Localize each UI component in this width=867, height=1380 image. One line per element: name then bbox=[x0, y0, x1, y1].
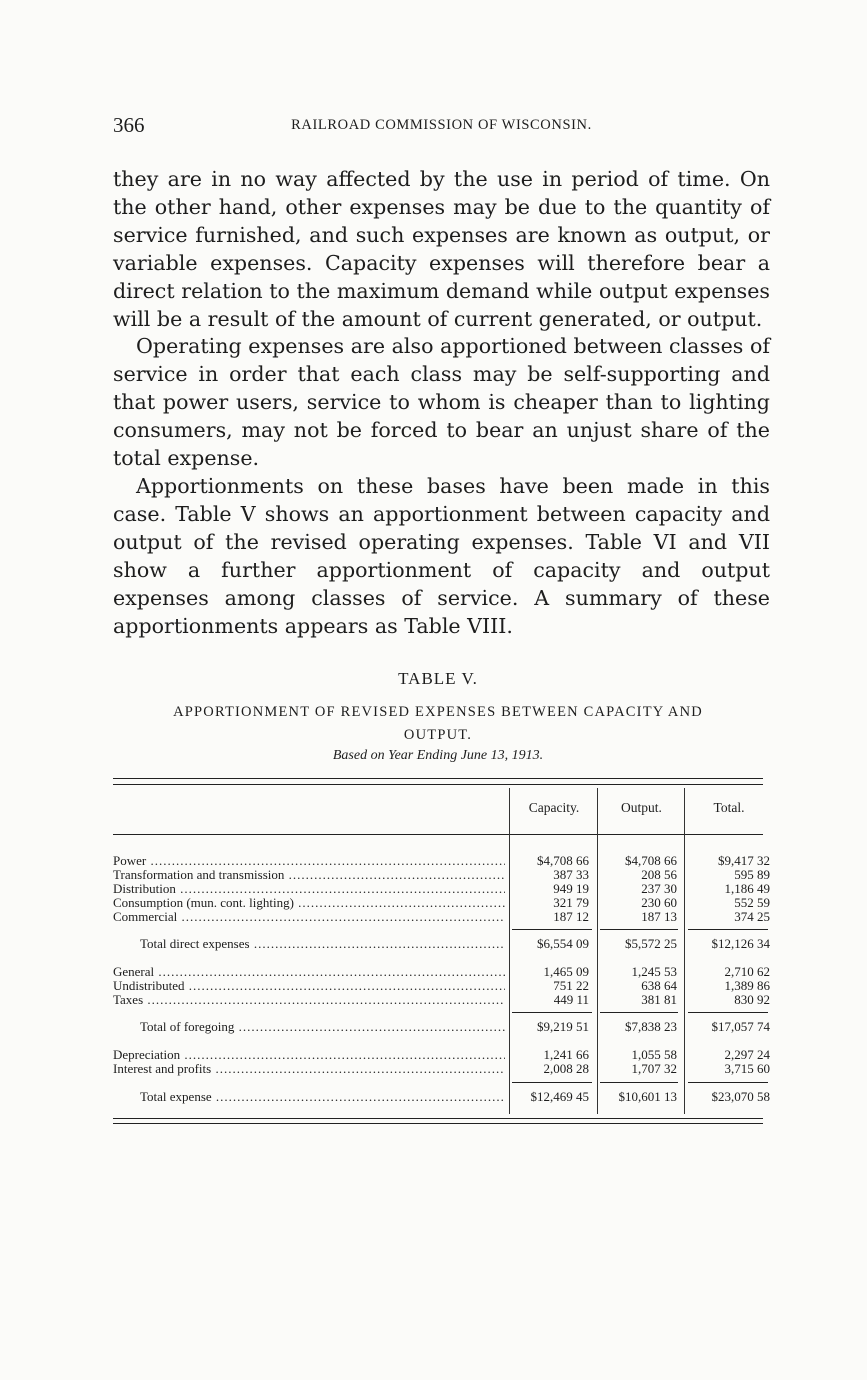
table-top-rule bbox=[113, 784, 763, 785]
table-caption-line: OUTPUT. bbox=[403, 727, 473, 743]
table-row bbox=[0, 979, 867, 993]
table-row bbox=[0, 868, 867, 882]
header-rule bbox=[113, 834, 763, 835]
running-head: RAILROAD COMMISSION OF WISCONSIN. bbox=[291, 117, 592, 133]
output-value: 1,055 58 bbox=[631, 1047, 677, 1062]
table-row bbox=[0, 937, 867, 951]
subtotal-rule bbox=[512, 1012, 592, 1013]
paragraph: Apportionments on these bases have been made in this case. Table V shows an apportionment between capacity and output of the revised operating expenses. Table VI and VII show a further apportionment of capacity and output expenses among classes of service. A summary of these apportionments appears as Table VIII. bbox=[113, 473, 770, 638]
column-header-capacity: Capacity. bbox=[528, 800, 580, 815]
capacity-value: 1,465 09 bbox=[543, 964, 589, 979]
table-bottom-rule bbox=[113, 1118, 763, 1119]
total-value: 1,186 49 bbox=[724, 881, 770, 896]
capacity-value: 949 19 bbox=[553, 881, 589, 896]
total-value: 3,715 60 bbox=[724, 1061, 770, 1076]
capacity-value: 449 11 bbox=[553, 992, 589, 1007]
capacity-value: $4,708 66 bbox=[537, 853, 589, 868]
subtotal-rule bbox=[512, 1082, 592, 1083]
output-value: 187 13 bbox=[641, 909, 677, 924]
page-number: 366 bbox=[113, 113, 145, 137]
output-value: 638 64 bbox=[641, 978, 677, 993]
paragraph: Operating expenses are also apportioned between classes of service in order that each class may be self-supporting and that power users, service to whom is cheaper than to lighting consumers, may not be forced to bear an unjust share of the total expense. bbox=[113, 334, 770, 471]
row-label: Depreciation ..... bbox=[113, 1048, 505, 1062]
row-label: Transformation and transmission ..... bbox=[113, 868, 505, 882]
subtotal-rule bbox=[600, 1082, 678, 1083]
row-label: Taxes ..... bbox=[113, 993, 505, 1007]
row-label: Interest and profits ..... bbox=[113, 1062, 505, 1076]
subtotal-rule bbox=[600, 929, 678, 930]
output-value: $7,838 23 bbox=[625, 1019, 677, 1034]
total-value: 830 92 bbox=[734, 992, 770, 1007]
total-value: 2,297 24 bbox=[724, 1047, 770, 1062]
row-label: Commercial ..... bbox=[113, 910, 505, 924]
capacity-value: $9,219 51 bbox=[537, 1019, 589, 1034]
row-label: Undistributed ..... bbox=[113, 979, 505, 993]
body-text bbox=[113, 166, 770, 640]
row-label: Power ..... bbox=[113, 854, 505, 868]
row-label: Total direct expenses ..... bbox=[140, 937, 505, 951]
total-value: $23,070 58 bbox=[711, 1089, 770, 1104]
table-top-rule bbox=[113, 778, 763, 779]
capacity-value: 2,008 28 bbox=[543, 1061, 589, 1076]
total-value: 595 89 bbox=[734, 867, 770, 882]
output-value: 230 60 bbox=[641, 895, 677, 910]
subtotal-rule bbox=[512, 929, 592, 930]
paragraph: they are in no way affected by the use in period of time. On the other hand, other expenses may be due to the quantity of service furnished, and such expenses are known as output, or variable expenses. Capacity expenses will therefore bear a direct relation to the maximum demand while output expenses will be a result of the amount of current generated, or output. bbox=[113, 167, 770, 331]
total-value: 552 59 bbox=[734, 895, 770, 910]
output-value: $4,708 66 bbox=[625, 853, 677, 868]
capacity-value: 321 79 bbox=[553, 895, 589, 910]
row-label: Total of foregoing ..... bbox=[140, 1020, 505, 1034]
table-caption bbox=[113, 701, 763, 747]
row-label: Consumption (mun. cont. lighting) ..... bbox=[113, 896, 505, 910]
column-header-output: Output. bbox=[621, 800, 662, 815]
output-value: 208 56 bbox=[641, 867, 677, 882]
output-value: 381 81 bbox=[641, 992, 677, 1007]
table-row bbox=[0, 993, 867, 1007]
column-header-total: Total. bbox=[713, 800, 745, 815]
capacity-value: 387 33 bbox=[553, 867, 589, 882]
subtotal-rule bbox=[600, 1012, 678, 1013]
row-label: Distribution ..... bbox=[113, 882, 505, 896]
table-title: TABLE V. bbox=[398, 669, 478, 688]
total-value: $12,126 34 bbox=[711, 936, 770, 951]
subtotal-rule bbox=[688, 1082, 768, 1083]
page-header bbox=[113, 113, 770, 141]
capacity-value: $6,554 09 bbox=[537, 936, 589, 951]
table-row bbox=[0, 1020, 867, 1034]
row-label: General ..... bbox=[113, 965, 505, 979]
table-bottom-rule bbox=[113, 1123, 763, 1124]
table-row bbox=[0, 1062, 867, 1076]
table-row bbox=[0, 896, 867, 910]
output-value: 1,245 53 bbox=[631, 964, 677, 979]
total-value: 374 25 bbox=[734, 909, 770, 924]
subtotal-rule bbox=[688, 1012, 768, 1013]
total-value: 1,389 86 bbox=[724, 978, 770, 993]
row-label: Total expense ..... bbox=[140, 1090, 505, 1104]
table-row bbox=[0, 1048, 867, 1062]
output-value: $5,572 25 bbox=[625, 936, 677, 951]
subtotal-rule bbox=[688, 929, 768, 930]
capacity-value: 187 12 bbox=[553, 909, 589, 924]
table-row bbox=[0, 1090, 867, 1104]
table-row bbox=[0, 882, 867, 896]
table-row bbox=[0, 965, 867, 979]
capacity-value: 751 22 bbox=[553, 978, 589, 993]
output-value: 237 30 bbox=[641, 881, 677, 896]
capacity-value: $12,469 45 bbox=[530, 1089, 589, 1104]
output-value: 1,707 32 bbox=[631, 1061, 677, 1076]
total-value: 2,710 62 bbox=[724, 964, 770, 979]
table-subcaption: Based on Year Ending June 13, 1913. bbox=[332, 748, 544, 763]
table-row bbox=[0, 910, 867, 924]
output-value: $10,601 13 bbox=[618, 1089, 677, 1104]
total-value: $9,417 32 bbox=[718, 853, 770, 868]
total-value: $17,057 74 bbox=[711, 1019, 770, 1034]
table-row bbox=[0, 854, 867, 868]
capacity-value: 1,241 66 bbox=[543, 1047, 589, 1062]
table-caption-line: APPORTIONMENT OF REVISED EXPENSES BETWEEN CAPACITY AND bbox=[173, 704, 703, 720]
